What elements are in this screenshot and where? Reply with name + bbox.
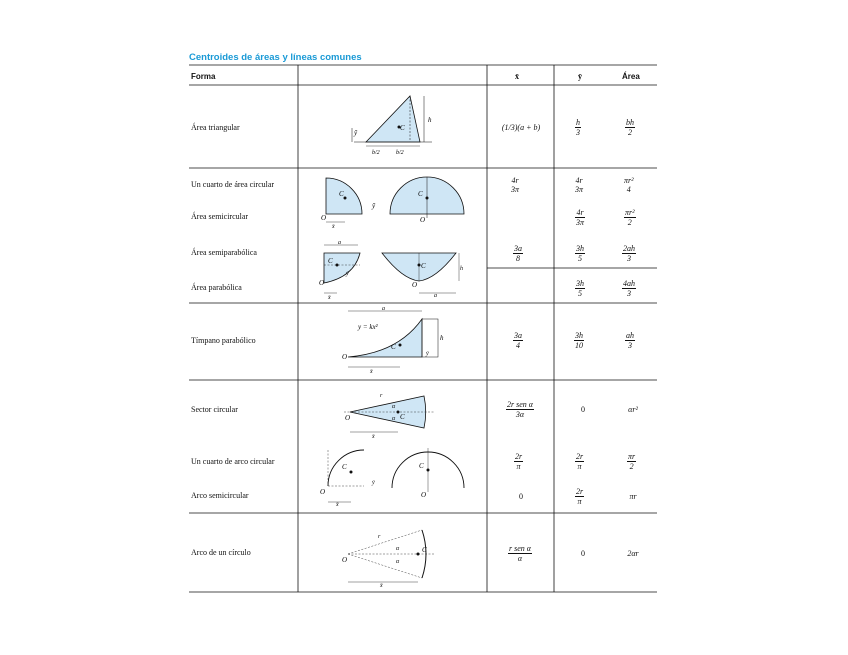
sector-area: αr²: [628, 405, 638, 414]
svg-text:h: h: [440, 334, 444, 342]
spandrel-figure: [338, 307, 448, 375]
arcs-figure: [318, 444, 468, 506]
svg-text:O: O: [412, 281, 418, 289]
header-x: x̄: [515, 72, 519, 81]
row-label-quarter-circle-area: Un cuarto de área circular: [191, 180, 275, 189]
svg-text:a: a: [338, 240, 341, 246]
row-label-arc-of-circle: Arco de un círculo: [191, 548, 251, 557]
spandrel-x: $\frac{3a}{4}$: [514, 331, 522, 350]
arc-of-circle-x: r sen α α: [509, 544, 531, 563]
svg-text:ȳ: ȳ: [354, 129, 358, 137]
spandrel-y: $\frac{3h}{10}$: [575, 331, 583, 350]
spandrel-area: $\frac{ah}{3}$: [626, 331, 634, 350]
sector-x: 2r sen α 3α: [507, 400, 533, 419]
semiparabolic-area-y: $\frac{3h}{5}$: [576, 244, 584, 263]
row-label-triangle: Área triangular: [191, 123, 240, 132]
svg-text:ȳ: ȳ: [372, 202, 376, 210]
semicircular-arc-length: πr: [629, 492, 637, 501]
svg-text:x̄: x̄: [332, 224, 335, 230]
quarter-arc-length: $\frac{\pi r}{2}$: [628, 452, 636, 471]
svg-text:O: O: [342, 353, 348, 361]
quarter-circle-area-y: 4r 3π: [575, 176, 584, 194]
quarter-circle-area-x: 4r 3π: [511, 176, 520, 194]
svg-text:a: a: [382, 307, 385, 312]
svg-text:r: r: [380, 393, 383, 399]
svg-text:b/2: b/2: [372, 150, 380, 156]
row-label-semiparabolic-area: Área semiparabólica: [191, 248, 257, 257]
parabolic-area-figure: [316, 237, 466, 299]
svg-text:α: α: [392, 416, 396, 422]
svg-text:r: r: [378, 534, 381, 540]
row-label-semicircle-area: Área semicircular: [191, 212, 249, 221]
triangle-area: $\frac{bh}{2}$: [626, 118, 634, 137]
svg-text:C: C: [422, 546, 427, 554]
svg-text:b/2: b/2: [396, 150, 404, 156]
semiparabolic-area-x: $\frac{3a}{8}$: [514, 244, 522, 263]
quarter-semicircle-area-figure: [318, 172, 468, 230]
svg-text:C: C: [342, 463, 347, 471]
svg-text:α: α: [396, 559, 400, 565]
svg-text:O: O: [345, 414, 351, 422]
svg-text:x̄: x̄: [336, 502, 339, 506]
svg-text:O: O: [321, 214, 327, 222]
svg-text:C: C: [418, 190, 423, 198]
svg-text:C: C: [400, 413, 405, 421]
svg-text:ȳ: ȳ: [346, 271, 349, 277]
svg-text:x̄: x̄: [328, 295, 331, 299]
quarter-arc-x: $\frac{2r}{\pi}$: [515, 452, 523, 471]
semiparabolic-area-area: $\frac{2ah}{3}$: [623, 244, 635, 263]
svg-text:C: C: [400, 124, 405, 132]
svg-text:α: α: [392, 404, 396, 410]
parabolic-area-area: $\frac{4ah}{3}$: [623, 279, 635, 298]
svg-text:C: C: [328, 257, 333, 265]
svg-text:O: O: [320, 488, 326, 496]
arc-of-circle-y: 0: [581, 549, 585, 558]
svg-text:C: C: [419, 462, 424, 470]
semicircular-arc-y: $\frac{2r}{\pi}$: [576, 487, 584, 506]
header-shape: Forma: [191, 72, 216, 81]
header-area: Área: [622, 72, 640, 81]
svg-text:a: a: [434, 293, 437, 299]
svg-text:O: O: [420, 216, 426, 224]
sector-y: 0: [581, 405, 585, 414]
row-label-semicircular-arc: Arco semicircular: [191, 491, 249, 500]
quarter-arc-y: $\frac{2r}{\pi}$: [576, 452, 584, 471]
svg-text:O: O: [342, 556, 348, 564]
arc-of-circle-figure: [340, 520, 440, 588]
svg-text:O: O: [421, 491, 427, 499]
page-title: Centroides de áreas y líneas comunes: [189, 52, 362, 63]
sector-figure: [340, 384, 440, 440]
svg-text:x̄: x̄: [372, 434, 375, 440]
semicircle-area-area: $\frac{\text{πr²}}{2}$: [625, 208, 635, 227]
svg-text:O: O: [319, 279, 325, 287]
svg-text:C: C: [391, 343, 396, 351]
svg-text:y = kx²: y = kx²: [358, 323, 378, 331]
parabolic-area-y: $\frac{3h}{5}$: [576, 279, 584, 298]
svg-text:C: C: [421, 262, 426, 270]
svg-text:h: h: [428, 116, 432, 124]
svg-text:x̄: x̄: [370, 369, 373, 375]
row-label-circular-sector: Sector circular: [191, 405, 238, 414]
quarter-circle-area-area: πr² 4: [624, 176, 634, 194]
triangle-x: (1/3)(a + b): [501, 123, 541, 132]
svg-text:ȳ: ȳ: [372, 480, 375, 486]
svg-text:h: h: [460, 266, 463, 272]
semicircular-arc-x: 0: [519, 492, 523, 501]
triangle-y: $\frac{h}{3}$: [576, 118, 580, 137]
header-y: ȳ: [578, 72, 582, 81]
row-label-parabolic-area: Área parabólica: [191, 283, 242, 292]
row-label-parabolic-spandrel: Tímpano parabólico: [191, 336, 256, 345]
svg-text:x̄: x̄: [380, 583, 383, 588]
svg-text:ȳ: ȳ: [426, 351, 429, 357]
svg-text:α: α: [396, 546, 400, 552]
svg-text:C: C: [339, 190, 344, 198]
row-label-quarter-circle-arc: Un cuarto de arco circular: [191, 457, 275, 466]
semicircle-area-y: $\frac{4r}{3\pi}$: [576, 208, 585, 227]
triangle-figure: [340, 88, 440, 164]
arc-of-circle-length: 2αr: [627, 549, 639, 558]
